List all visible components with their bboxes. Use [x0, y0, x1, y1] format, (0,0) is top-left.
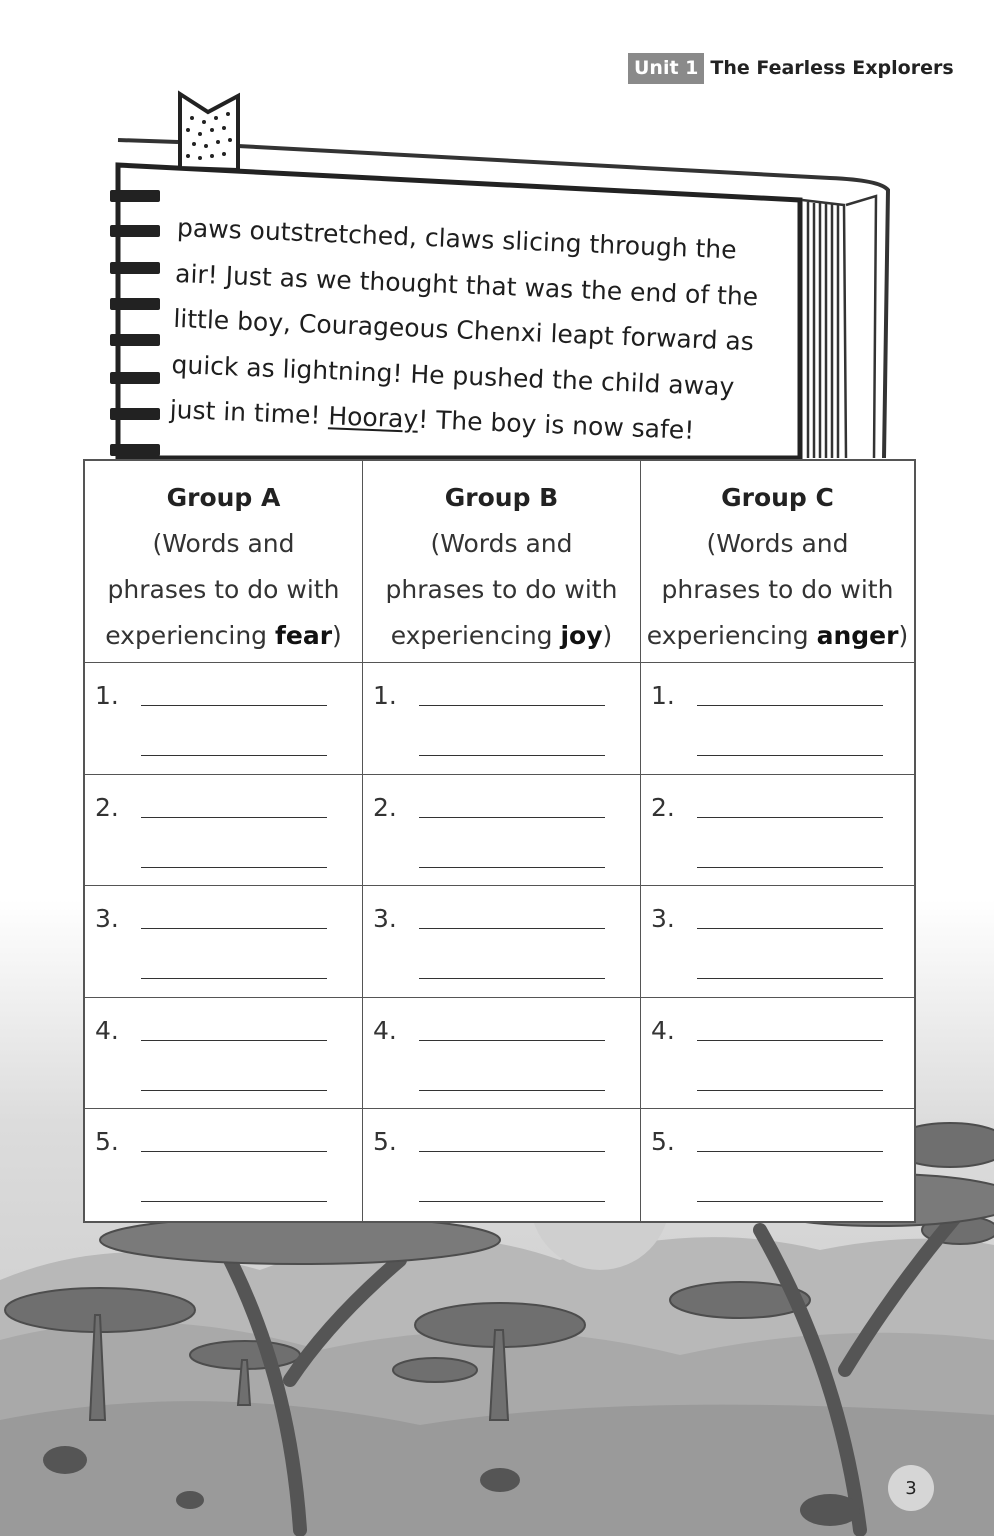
unit-title: The Fearless Explorers [710, 57, 954, 79]
answer-blank[interactable] [141, 817, 327, 818]
passage-text: just in time! [169, 394, 330, 431]
emotion-words-table [83, 459, 916, 1223]
row-number: 3. [373, 904, 397, 934]
row-number: 2. [373, 792, 397, 822]
row-number: 1. [95, 681, 119, 710]
answer-cell[interactable] [85, 998, 363, 1110]
answer-blank[interactable] [419, 705, 605, 706]
answer-cell[interactable] [641, 886, 914, 998]
emotion-word: fear [275, 621, 333, 650]
answer-blank[interactable] [419, 1151, 605, 1152]
desc-suffix: ) [602, 621, 613, 650]
answer-cell[interactable] [363, 663, 641, 775]
row-number: 5. [95, 1127, 119, 1157]
answer-blank[interactable] [419, 755, 605, 756]
row-number: 3. [651, 904, 675, 934]
underlined-word: Hooray [327, 401, 419, 434]
answer-blank[interactable] [141, 1201, 327, 1202]
unit-header [628, 52, 954, 84]
passage-line: air! Just as we thought that was the end of the [174, 258, 759, 311]
answer-blank[interactable] [697, 1090, 883, 1091]
group-desc [391, 613, 613, 659]
answer-cell[interactable] [85, 886, 363, 998]
passage-line: paws outstretched, claws slicing through the [176, 212, 738, 265]
answer-blank[interactable] [697, 1151, 883, 1152]
group-name: Group C [721, 483, 834, 512]
desc-prefix: experiencing [390, 621, 561, 650]
row-number: 4. [651, 1015, 675, 1045]
group-desc [105, 613, 342, 659]
row-number: 2. [651, 792, 675, 822]
answer-blank[interactable] [141, 1151, 327, 1152]
passage-line: little boy, Courageous Chenxi leapt forward as [172, 303, 755, 357]
group-desc: phrases to do with [661, 575, 894, 604]
answer-blank[interactable] [141, 705, 327, 706]
unit-badge: Unit 1 [628, 53, 704, 84]
answer-blank[interactable] [419, 1090, 605, 1091]
answer-blank[interactable] [141, 1040, 327, 1041]
answer-blank[interactable] [419, 1201, 605, 1202]
desc-suffix: ) [898, 621, 909, 650]
answer-cell[interactable] [641, 998, 914, 1110]
answer-cell[interactable] [363, 775, 641, 887]
answer-cell[interactable] [641, 775, 914, 887]
answer-blank[interactable] [697, 705, 883, 706]
answer-blank[interactable] [419, 1040, 605, 1041]
row-number: 2. [95, 792, 119, 822]
answer-cell[interactable] [85, 663, 363, 775]
row-number: 3. [95, 904, 119, 934]
row-number: 5. [651, 1127, 675, 1157]
answer-cell[interactable] [363, 886, 641, 998]
group-name: Group A [166, 483, 281, 512]
desc-suffix: ) [332, 621, 342, 650]
column-header-group-b [363, 461, 641, 663]
answer-blank[interactable] [697, 867, 883, 868]
page-number: 3 [888, 1465, 934, 1511]
desc-prefix: experiencing [646, 621, 817, 650]
group-desc: (Words and [706, 529, 849, 558]
group-desc: (Words and [152, 529, 295, 558]
answer-cell[interactable] [85, 1109, 363, 1221]
answer-cell[interactable] [641, 663, 914, 775]
column-header-group-a [85, 461, 363, 663]
answer-blank[interactable] [697, 817, 883, 818]
answer-blank[interactable] [141, 867, 327, 868]
answer-blank[interactable] [419, 978, 605, 979]
passage-line: quick as lightning! He pushed the child away [171, 349, 735, 401]
row-number: 5. [373, 1127, 397, 1157]
answer-blank[interactable] [419, 817, 605, 818]
column-header-group-c [641, 461, 914, 663]
desc-prefix: experiencing [105, 621, 275, 650]
answer-blank[interactable] [419, 867, 605, 868]
emotion-word: anger [816, 621, 899, 650]
answer-blank[interactable] [141, 1090, 327, 1091]
group-name: Group B [444, 483, 559, 512]
answer-blank[interactable] [697, 928, 883, 929]
answer-blank[interactable] [697, 1201, 883, 1202]
answer-blank[interactable] [141, 928, 327, 929]
group-desc: (Words and [430, 529, 573, 558]
story-passage [169, 205, 768, 456]
answer-blank[interactable] [697, 978, 883, 979]
row-number: 1. [373, 681, 397, 710]
row-number: 4. [373, 1015, 397, 1045]
answer-cell[interactable] [85, 775, 363, 887]
answer-cell[interactable] [363, 1109, 641, 1221]
answer-blank[interactable] [141, 978, 327, 979]
emotion-word: joy [560, 621, 603, 650]
row-number: 4. [95, 1015, 119, 1045]
row-number: 1. [651, 681, 675, 710]
answer-blank[interactable] [697, 1040, 883, 1041]
answer-blank[interactable] [697, 755, 883, 756]
answer-cell[interactable] [641, 1109, 914, 1221]
answer-cell[interactable] [363, 998, 641, 1110]
answer-blank[interactable] [141, 755, 327, 756]
passage-text: ! The boy is now safe! [417, 404, 695, 445]
group-desc: phrases to do with [107, 575, 340, 604]
answer-blank[interactable] [419, 928, 605, 929]
group-desc: phrases to do with [385, 575, 618, 604]
group-desc [647, 613, 908, 659]
